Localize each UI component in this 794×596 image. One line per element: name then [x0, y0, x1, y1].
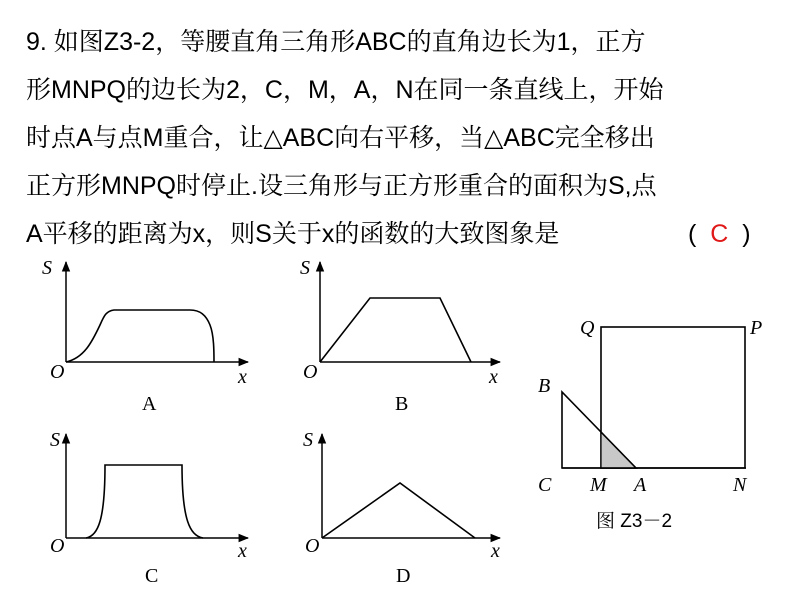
graph-c-option-label: C: [145, 565, 159, 587]
figure-z3-2: [538, 317, 762, 532]
graph-a-s-label: S: [42, 257, 52, 279]
square-mnpq: [601, 327, 745, 468]
graph-b-x-label: x: [489, 366, 498, 388]
label-n: N: [733, 474, 747, 496]
graph-c-x-label: x: [238, 540, 247, 562]
question-line-4: 正方形MNPQ时停止.设三角形与正方形重合的面积为S,点: [26, 172, 657, 200]
graph-d: [303, 429, 500, 587]
graph-c-s-label: S: [50, 429, 60, 451]
graph-b-origin-label: O: [303, 361, 318, 383]
graph-a-origin-label: O: [50, 361, 65, 383]
question-line-2: 形MNPQ的边长为2，C，M，A，N在同一条直线上，开始: [26, 76, 664, 104]
graph-b-s-label: S: [300, 257, 310, 279]
figure-caption: 图 Z3－2: [596, 511, 673, 532]
label-b: B: [538, 375, 551, 397]
question-line-3: 时点A与点M重合，让△ABC向右平移，当△ABC完全移出: [26, 124, 655, 152]
graph-a: [42, 257, 248, 415]
label-p: P: [750, 317, 763, 339]
graph-a-curve: [66, 310, 214, 362]
graph-d-option-label: D: [396, 565, 411, 587]
graph-d-origin-label: O: [305, 535, 320, 557]
label-q: Q: [580, 317, 595, 339]
graph-c-curve: [86, 465, 203, 538]
answer-letter: C: [710, 220, 729, 248]
graph-a-x-label: x: [238, 366, 247, 388]
graph-b-option-label: B: [395, 393, 409, 415]
label-c: C: [538, 474, 552, 496]
answer-paren-close: ): [742, 220, 751, 248]
graph-b-curve: [320, 298, 471, 362]
graph-c-origin-label: O: [50, 535, 65, 557]
answer-paren-open: (: [688, 220, 697, 248]
question-line-5-text: A平移的距离为x，则S关于x的函数的大致图象是: [26, 220, 560, 248]
graph-b: [300, 257, 500, 415]
graph-d-s-label: S: [303, 429, 313, 451]
label-a: A: [634, 474, 647, 496]
triangle-abc: [562, 392, 636, 468]
graph-c: [50, 429, 248, 587]
graph-d-curve: [322, 483, 475, 538]
graph-d-x-label: x: [491, 540, 500, 562]
question-line-1: 9. 如图Z3-2，等腰直角三角形ABC的直角边长为1，正方: [26, 28, 646, 56]
label-m: M: [590, 474, 607, 496]
graph-a-option-label: A: [142, 393, 157, 415]
